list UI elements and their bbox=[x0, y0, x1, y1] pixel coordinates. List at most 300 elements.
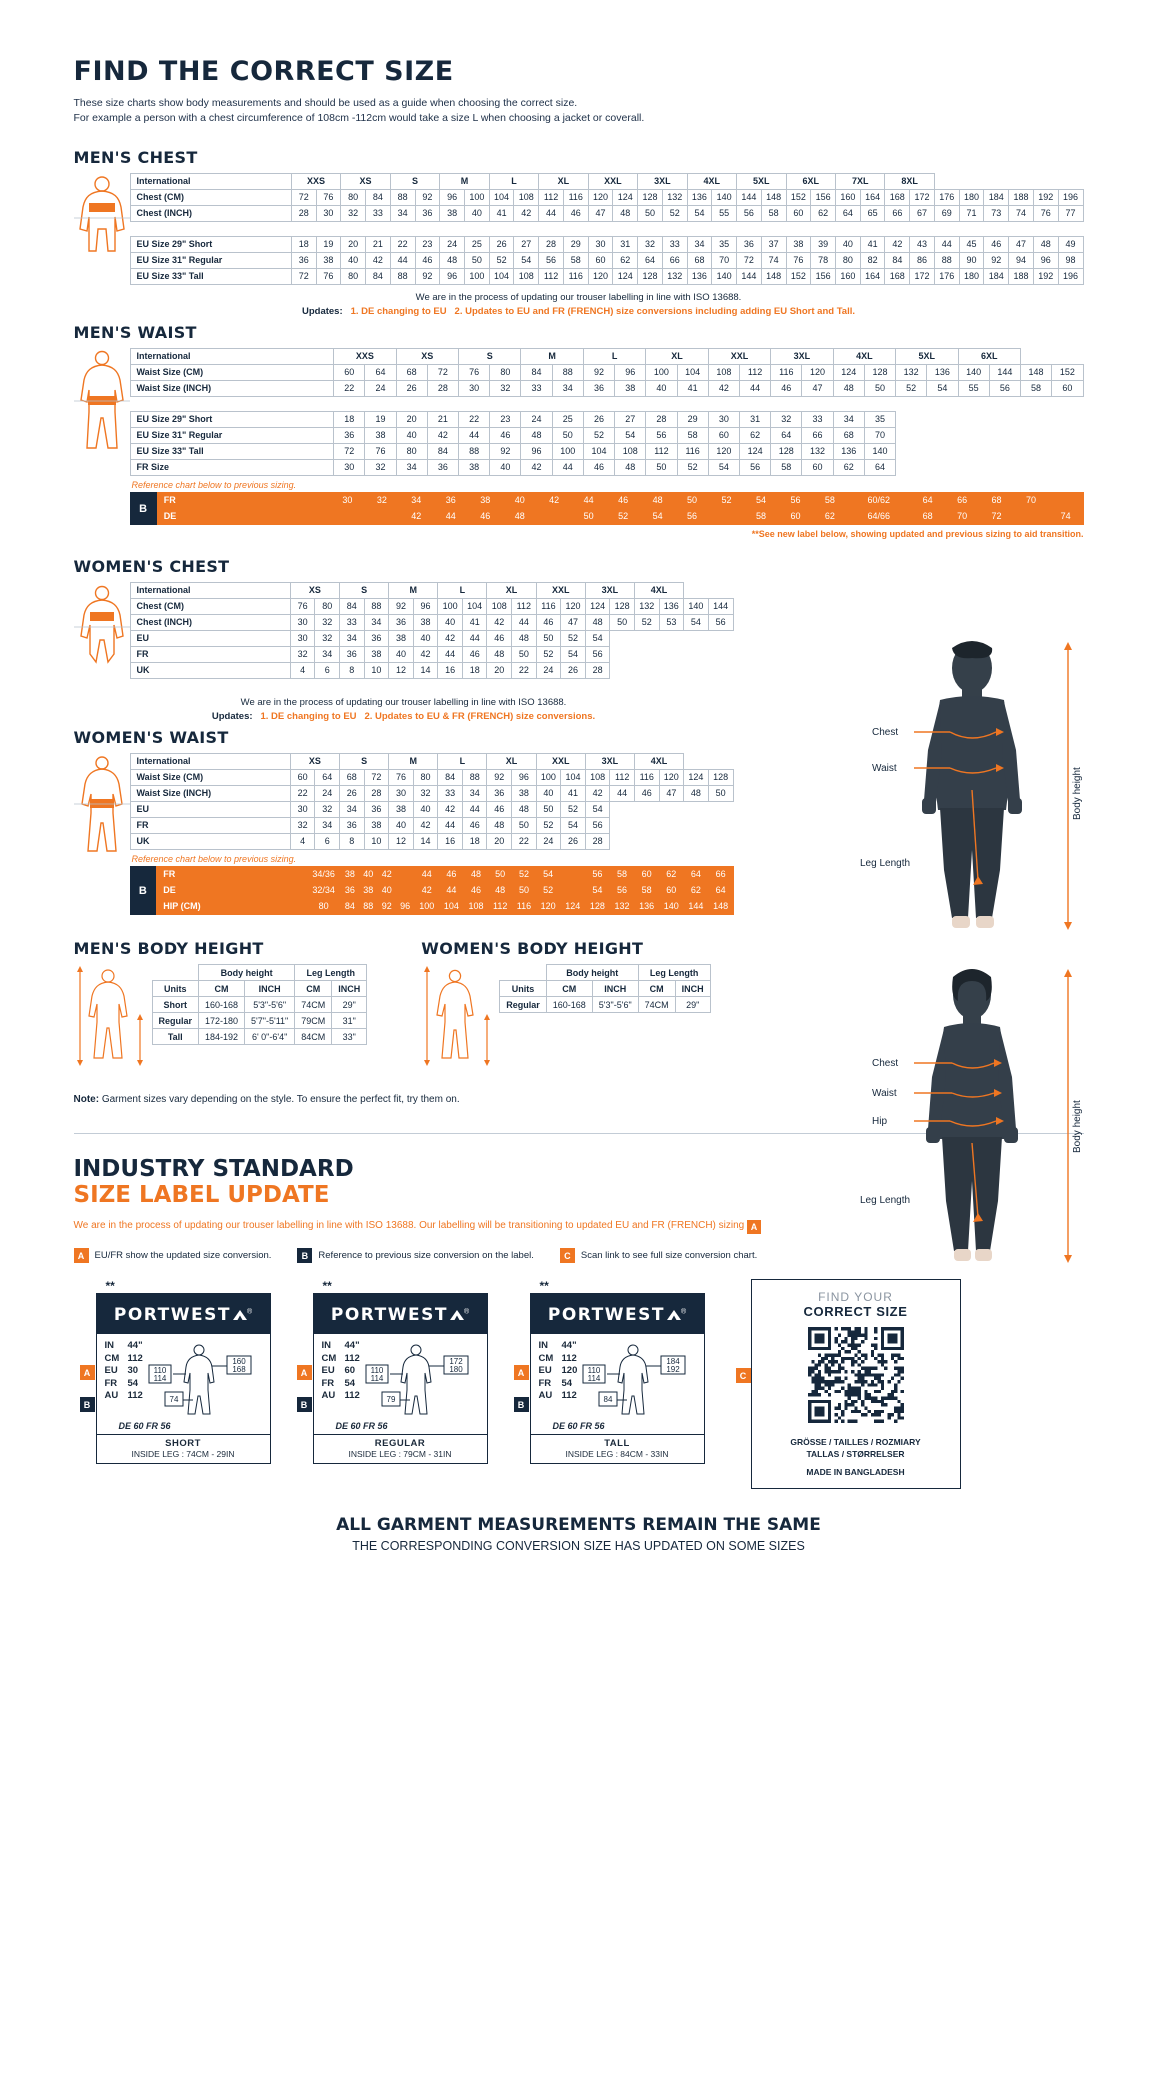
table-cell bbox=[561, 883, 586, 899]
table-cell: 70 bbox=[864, 428, 895, 444]
female-chest-label: Chest bbox=[871, 1058, 898, 1069]
table-cell: 33 bbox=[366, 206, 391, 222]
see-new-label-note: **See new label below, showing updated and previous sizing to aid transition. bbox=[751, 529, 1084, 540]
table-cell: 19 bbox=[365, 412, 396, 428]
table-cell: 48 bbox=[521, 428, 552, 444]
table-cell: 112 bbox=[512, 599, 537, 615]
table-cell: 116 bbox=[536, 599, 561, 615]
table-cell: 124 bbox=[585, 599, 610, 615]
size-code-key: IN bbox=[538, 1340, 548, 1352]
table-cell: 18 bbox=[334, 412, 365, 428]
table-cell: 164 bbox=[860, 190, 885, 206]
table-cell: 50 bbox=[488, 867, 512, 883]
table-cell: 52 bbox=[634, 615, 659, 631]
table-cell: 48 bbox=[640, 493, 674, 509]
table-cell: 120 bbox=[588, 190, 613, 206]
label-asterisks: ** bbox=[105, 1279, 115, 1294]
table-cell: 41 bbox=[462, 615, 487, 631]
table-cell: 92 bbox=[490, 444, 521, 460]
bh-cell: 31" bbox=[332, 1013, 367, 1029]
table-cell: 26 bbox=[583, 412, 614, 428]
table-header-row bbox=[130, 754, 733, 770]
female-body-height-label: Body height bbox=[1071, 1100, 1083, 1153]
table-cell: 84 bbox=[885, 253, 910, 269]
table-row bbox=[130, 444, 1083, 460]
table-cell: 10 bbox=[364, 663, 389, 679]
mens-waist-orange-table bbox=[157, 492, 1084, 525]
row-label: FR bbox=[130, 818, 290, 834]
bh-cell: 160-168 bbox=[546, 997, 592, 1013]
bh-cell: 79CM bbox=[295, 1013, 332, 1029]
table-cell: 44 bbox=[610, 786, 635, 802]
table-cell: 108 bbox=[708, 365, 739, 381]
table-cell: 69 bbox=[934, 206, 959, 222]
brand-header bbox=[531, 1294, 704, 1334]
table-cell: 74 bbox=[1048, 509, 1083, 525]
table-cell: 70 bbox=[712, 253, 737, 269]
table-cell: 76 bbox=[316, 269, 341, 285]
column-header: L bbox=[583, 349, 645, 365]
table-cell: 44 bbox=[512, 615, 537, 631]
table-cell: 48 bbox=[464, 867, 489, 883]
table-cell: 62 bbox=[739, 428, 770, 444]
table-row bbox=[130, 818, 733, 834]
table-cell: 52 bbox=[709, 493, 743, 509]
label-asterisks: ** bbox=[322, 1279, 332, 1294]
table-cell: 156 bbox=[811, 269, 836, 285]
womens-waist-table bbox=[130, 753, 734, 850]
table-cell: 92 bbox=[415, 269, 440, 285]
table-cell: 100 bbox=[552, 444, 583, 460]
table-row bbox=[130, 460, 1083, 476]
row-label: Waist Size (INCH) bbox=[130, 786, 290, 802]
size-label-card bbox=[83, 1279, 271, 1464]
qr-code[interactable] bbox=[760, 1327, 952, 1428]
table-cell: 70 bbox=[1014, 493, 1048, 509]
table-cell: 76 bbox=[1033, 206, 1058, 222]
table-cell: 42 bbox=[427, 428, 458, 444]
table-cell: 132 bbox=[610, 899, 635, 915]
table-cell: 54 bbox=[536, 867, 561, 883]
table-cell: 42 bbox=[414, 883, 439, 899]
table-cell: 44 bbox=[462, 631, 487, 647]
label-left-num-2: 114 bbox=[370, 1374, 384, 1384]
registered-mark: ® bbox=[463, 1309, 470, 1317]
size-code-key: AU bbox=[538, 1390, 553, 1402]
womens-body-height-block bbox=[421, 939, 710, 1068]
table-cell: 26 bbox=[340, 786, 365, 802]
table-cell: 54 bbox=[687, 206, 712, 222]
size-code-row bbox=[105, 1353, 143, 1366]
male-model-illustration bbox=[854, 640, 1084, 940]
table-cell: 6 bbox=[315, 663, 340, 679]
table-cell: 52 bbox=[536, 883, 561, 899]
table-cell: 58 bbox=[813, 493, 847, 509]
table-cell: 68 bbox=[340, 770, 365, 786]
table-cell: 40 bbox=[389, 818, 414, 834]
table-cell: 28 bbox=[539, 237, 564, 253]
column-header: XXL bbox=[536, 583, 585, 599]
table-cell: 27 bbox=[615, 412, 646, 428]
table-cell: 52 bbox=[583, 428, 614, 444]
size-code-row bbox=[539, 1378, 578, 1391]
table-cell: 40 bbox=[490, 460, 521, 476]
table-cell: 120 bbox=[536, 899, 561, 915]
table-cell: 32/34 bbox=[307, 883, 341, 899]
table-cell: 120 bbox=[561, 599, 586, 615]
row-label: EU bbox=[130, 802, 290, 818]
table-cell: 60/62 bbox=[847, 493, 910, 509]
table-cell: 96 bbox=[396, 899, 414, 915]
label-left-num-2: 114 bbox=[153, 1374, 167, 1384]
bh-group-header bbox=[500, 965, 710, 981]
womens-chest-block bbox=[74, 582, 734, 690]
fit-name: SHORT bbox=[165, 1438, 201, 1450]
table-row bbox=[130, 663, 733, 679]
previous-sizing-row bbox=[157, 509, 1083, 525]
table-cell: 176 bbox=[934, 190, 959, 206]
table-cell: 46 bbox=[487, 802, 512, 818]
table-cell: 34 bbox=[462, 786, 487, 802]
table-cell: 26 bbox=[561, 663, 586, 679]
table-cell: 42 bbox=[514, 206, 539, 222]
label-left-num-2: 114 bbox=[587, 1374, 601, 1384]
table-cell: 104 bbox=[489, 190, 514, 206]
bh-group-label: Leg Length bbox=[295, 965, 367, 981]
label-left-num-1: 110 bbox=[370, 1366, 384, 1376]
table-cell: 50 bbox=[708, 786, 733, 802]
table-cell: 72 bbox=[291, 190, 316, 206]
column-header: XXL bbox=[708, 349, 770, 365]
column-header: L bbox=[489, 174, 538, 190]
table-cell: 160 bbox=[835, 269, 860, 285]
table-cell: 77 bbox=[1058, 206, 1083, 222]
table-cell: 124 bbox=[613, 190, 638, 206]
table-cell: 54 bbox=[561, 818, 586, 834]
column-header: XS bbox=[396, 349, 458, 365]
qr-code-graphic[interactable] bbox=[808, 1327, 904, 1423]
table-cell: 18 bbox=[291, 237, 316, 253]
table-cell: 32 bbox=[365, 460, 396, 476]
intro-line-2: For example a person with a chest circumference of 108cm -112cm would take a size L when choosing a jacket or coverall. bbox=[73, 112, 645, 125]
table-cell: 30 bbox=[459, 381, 490, 397]
column-header: XS bbox=[290, 754, 339, 770]
table-cell: 31 bbox=[739, 412, 770, 428]
table-cell: 100 bbox=[414, 899, 439, 915]
table-cell: 76 bbox=[459, 365, 490, 381]
table-cell bbox=[561, 867, 586, 883]
size-code-row bbox=[322, 1378, 360, 1391]
table-cell: 40 bbox=[464, 206, 489, 222]
table-cell: 62 bbox=[684, 883, 709, 899]
table-cell: 84 bbox=[366, 269, 391, 285]
table-cell: 68 bbox=[833, 428, 864, 444]
table-cell: 46 bbox=[439, 867, 464, 883]
bh-cell: 6' 0"-6'4" bbox=[245, 1029, 295, 1045]
table-cell: 71 bbox=[959, 206, 984, 222]
table-cell: 66 bbox=[945, 493, 979, 509]
table-cell: 34/36 bbox=[307, 867, 341, 883]
size-code-value: 30 bbox=[127, 1365, 139, 1377]
table-cell: 56 bbox=[675, 509, 709, 525]
size-code-key: IN bbox=[104, 1340, 114, 1352]
table-cell: 34 bbox=[399, 493, 433, 509]
table-cell: 55 bbox=[958, 381, 989, 397]
table-cell: 40 bbox=[646, 381, 677, 397]
table-cell: 62 bbox=[659, 867, 684, 883]
womens-chest-table bbox=[130, 582, 734, 679]
table-cell: 40 bbox=[341, 253, 366, 269]
column-header: 7XL bbox=[835, 174, 884, 190]
table-cell: 172 bbox=[910, 269, 935, 285]
table-cell: 32 bbox=[315, 615, 340, 631]
table-cell: 140 bbox=[684, 599, 709, 615]
table-cell: 44 bbox=[414, 867, 439, 883]
legend-item-b bbox=[297, 1248, 533, 1263]
size-code-row bbox=[105, 1378, 143, 1391]
female-torso-icon bbox=[74, 582, 130, 690]
bh-cell: 84CM bbox=[295, 1029, 332, 1045]
womens-waist-figure bbox=[74, 753, 130, 869]
label-footer bbox=[531, 1434, 704, 1463]
table-cell: 92 bbox=[984, 253, 1009, 269]
table-cell: 52 bbox=[489, 253, 514, 269]
table-cell: 38 bbox=[365, 428, 396, 444]
label-right-num-2: 180 bbox=[449, 1365, 463, 1375]
table-cell: 42 bbox=[366, 253, 391, 269]
womens-waist-previous-sizing bbox=[130, 866, 734, 915]
bh-cell: 172-180 bbox=[199, 1013, 245, 1029]
label-leg-num: 74 bbox=[169, 1395, 179, 1405]
table-cell: 36 bbox=[415, 206, 440, 222]
column-header: M bbox=[389, 583, 438, 599]
bh-group-label: Body height bbox=[199, 965, 295, 981]
table-cell: 84 bbox=[438, 770, 463, 786]
mens-body-height-heading: MEN'S BODY HEIGHT bbox=[73, 939, 264, 959]
table-cell: 128 bbox=[771, 444, 802, 460]
table-cell: 80 bbox=[315, 599, 340, 615]
column-header-international: International bbox=[130, 174, 291, 190]
column-header: L bbox=[438, 583, 487, 599]
bh-cell: 5'7"-5'11" bbox=[245, 1013, 295, 1029]
closing-line-2: THE CORRESPONDING CONVERSION SIZE HAS UPDATED ON SOME SIZES bbox=[352, 1539, 805, 1554]
table-cell: 112 bbox=[488, 899, 512, 915]
table-cell: 112 bbox=[610, 770, 635, 786]
table-cell: 46 bbox=[634, 786, 659, 802]
table-cell: 86 bbox=[910, 253, 935, 269]
bh-row bbox=[152, 1013, 367, 1029]
badge-b-mens: B bbox=[130, 492, 157, 525]
table-cell: 188 bbox=[1009, 269, 1034, 285]
table-row bbox=[130, 631, 733, 647]
table-cell: 38 bbox=[389, 802, 414, 818]
table-cell: 104 bbox=[489, 269, 514, 285]
table-cell: 148 bbox=[761, 269, 786, 285]
table-cell: 98 bbox=[1058, 253, 1083, 269]
table-cell: 56 bbox=[737, 206, 762, 222]
table-cell: 96 bbox=[440, 190, 465, 206]
table-cell: 47 bbox=[802, 381, 833, 397]
table-cell: 32 bbox=[315, 802, 340, 818]
table-cell: 56 bbox=[989, 381, 1020, 397]
badge-b-label: B bbox=[297, 1397, 312, 1412]
table-cell: 74 bbox=[1009, 206, 1034, 222]
label-body-diagram bbox=[143, 1340, 255, 1420]
female-model-illustration bbox=[854, 967, 1084, 1277]
size-code-value: 44" bbox=[127, 1340, 143, 1352]
table-cell: 112 bbox=[539, 269, 564, 285]
table-cell: 120 bbox=[802, 365, 833, 381]
mens-waist-ref-note: Reference chart below to previous sizing. bbox=[131, 480, 297, 491]
table-cell: 44 bbox=[739, 381, 770, 397]
qr-card bbox=[739, 1279, 961, 1489]
table-cell: 32 bbox=[771, 412, 802, 428]
bh-sub-label: INCH bbox=[245, 981, 295, 997]
registered-mark: ® bbox=[680, 1309, 687, 1317]
row-label: Waist Size (CM) bbox=[130, 770, 290, 786]
table-cell: 132 bbox=[896, 365, 927, 381]
badge-a: A bbox=[74, 1248, 89, 1263]
badge-a-label: A bbox=[514, 1365, 529, 1380]
table-cell: 34 bbox=[340, 631, 365, 647]
table-cell: 30 bbox=[389, 786, 414, 802]
bh-row-label: Regular bbox=[152, 1013, 199, 1029]
label-leg-num: 84 bbox=[603, 1395, 613, 1405]
bh-sub-label: Units bbox=[500, 981, 547, 997]
table-cell: 140 bbox=[864, 444, 895, 460]
size-code-key: EU bbox=[321, 1365, 335, 1377]
mens-waist-heading: MEN'S WAIST bbox=[73, 323, 197, 343]
table-cell: 84 bbox=[341, 899, 359, 915]
table-cell: 42 bbox=[413, 818, 438, 834]
brand-header bbox=[97, 1294, 270, 1334]
female-waist-icon bbox=[74, 753, 130, 869]
table-cell: 72 bbox=[334, 444, 365, 460]
table-cell: 23 bbox=[490, 412, 521, 428]
table-cell: 84 bbox=[340, 599, 365, 615]
table-row bbox=[130, 802, 733, 818]
table-cell: 26 bbox=[489, 237, 514, 253]
column-header: M bbox=[389, 754, 438, 770]
table-cell: 41 bbox=[860, 237, 885, 253]
row-label: Waist Size (CM) bbox=[130, 365, 334, 381]
table-cell: 40 bbox=[389, 647, 414, 663]
bh-cell: 5'3"-5'6" bbox=[592, 997, 638, 1013]
row-label: Chest (INCH) bbox=[130, 206, 291, 222]
table-cell: 40 bbox=[438, 615, 463, 631]
brand-name: PORTWEST bbox=[330, 1305, 448, 1326]
table-cell: 44 bbox=[434, 509, 468, 525]
table-cell: 152 bbox=[786, 190, 811, 206]
table-cell: 40 bbox=[536, 786, 561, 802]
table-cell: 39 bbox=[811, 237, 836, 253]
table-cell: 108 bbox=[615, 444, 646, 460]
table-cell: 24 bbox=[536, 834, 561, 850]
table-cell: 50 bbox=[464, 253, 489, 269]
size-code-value: 54 bbox=[344, 1377, 356, 1389]
table-cell: 52 bbox=[561, 802, 586, 818]
column-header: XXS bbox=[334, 349, 396, 365]
row-label: Chest (CM) bbox=[130, 190, 291, 206]
table-cell: 38 bbox=[364, 647, 389, 663]
bh-sub-label: INCH bbox=[592, 981, 638, 997]
table-cell bbox=[1014, 509, 1048, 525]
table-cell: 144 bbox=[708, 599, 733, 615]
size-code-key: FR bbox=[104, 1377, 118, 1389]
label-box bbox=[96, 1293, 271, 1464]
table-cell: 60 bbox=[290, 770, 315, 786]
bh-group-label: Leg Length bbox=[638, 965, 710, 981]
table-cell: 36 bbox=[434, 493, 468, 509]
table-cell: 48 bbox=[487, 818, 512, 834]
mens-waist-figure bbox=[74, 348, 130, 468]
table-cell: 28 bbox=[585, 663, 610, 679]
badge-b-womens: B bbox=[130, 866, 157, 915]
mens-waist-previous-sizing bbox=[130, 492, 1084, 525]
size-code-key: EU bbox=[538, 1365, 552, 1377]
table-cell: 140 bbox=[958, 365, 989, 381]
table-cell bbox=[365, 509, 399, 525]
row-label: EU Size 29" Short bbox=[130, 237, 291, 253]
table-row bbox=[130, 365, 1083, 381]
updates-key: Updates: bbox=[301, 306, 343, 318]
bh-group-label: Body height bbox=[546, 965, 638, 981]
row-label: EU bbox=[130, 631, 290, 647]
table-cell: 124 bbox=[684, 770, 709, 786]
label-right-num-1: 160 bbox=[232, 1357, 246, 1367]
table-cell: 136 bbox=[687, 269, 712, 285]
table-cell: 22 bbox=[459, 412, 490, 428]
table-cell: 48 bbox=[615, 460, 646, 476]
table-cell: 88 bbox=[364, 599, 389, 615]
table-cell: 41 bbox=[489, 206, 514, 222]
womens-chest-heading: WOMEN'S CHEST bbox=[73, 557, 230, 577]
table-cell: 20 bbox=[396, 412, 427, 428]
womens-waist-block bbox=[74, 753, 734, 915]
table-cell: 80 bbox=[341, 190, 366, 206]
table-cell: 22 bbox=[512, 663, 537, 679]
table-cell: 42 bbox=[585, 786, 610, 802]
table-cell: 78 bbox=[811, 253, 836, 269]
mens-chest-figure bbox=[74, 173, 130, 281]
label-body bbox=[97, 1334, 270, 1420]
table-cell: 42 bbox=[438, 802, 463, 818]
previous-sizing-row bbox=[157, 493, 1083, 509]
table-cell: 64/66 bbox=[847, 509, 910, 525]
table-cell: 34 bbox=[364, 615, 389, 631]
size-code-row bbox=[539, 1340, 578, 1353]
mens-body-height-block bbox=[74, 939, 368, 1068]
intro-text bbox=[74, 96, 1084, 126]
table-cell bbox=[1048, 493, 1083, 509]
table-cell: 128 bbox=[585, 899, 610, 915]
table-cell: 54 bbox=[561, 647, 586, 663]
table-cell: 60 bbox=[708, 428, 739, 444]
column-header: S bbox=[340, 754, 389, 770]
badge-c-tag: C bbox=[736, 1368, 751, 1383]
table-cell: 40 bbox=[359, 867, 377, 883]
column-header: XXL bbox=[588, 174, 637, 190]
table-cell: 64 bbox=[864, 460, 895, 476]
table-cell: 24 bbox=[365, 381, 396, 397]
inside-leg-text: INSIDE LEG : 74CM - 29IN bbox=[131, 1449, 235, 1460]
table-cell: 54 bbox=[585, 802, 610, 818]
row-label: EU Size 33" Tall bbox=[130, 269, 291, 285]
table-cell: 24 bbox=[536, 663, 561, 679]
table-cell: 164 bbox=[860, 269, 885, 285]
table-cell: 52 bbox=[662, 206, 687, 222]
table-cell bbox=[709, 509, 743, 525]
